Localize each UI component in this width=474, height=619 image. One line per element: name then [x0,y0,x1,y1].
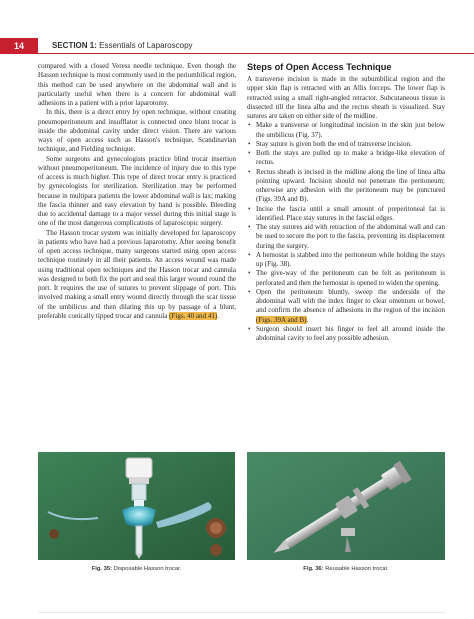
paragraph-4-text: The Hasson trocar system was initially developed for laparoscopy in patients who have had a previous laparotomy. After seeing benefit of open access technique, many surgeons started using open access technique routinely in all their patients. An access wound was made using traditional open techniques and the Hasson trocar and cannula was designed to both fix the port and seal this larger wound round the port. It requires the use of sutures to prevent slippage of port. This involved making a small entry wound directly through the scar tissue of the umbilicus and then dilating this up by passage of a blunt, preferable conically tipped trocar and cannula [38,228,236,320]
running-head [52,38,193,54]
paragraph-3: Some surgeons and gynecologists practice blind trocar insertion without pneumoperitoneum. The incidence of injury due to this type of access is much higher. This type of direct trocar entry is practiced by gynecologists for sterilization. Sterilization may be performed because in multipara patients the lower abdominal wall is lax; making the fascia thinner and easy elevation by hand is possible. Bleeding due to accidental damage to a major vessel during this initial stage is one of the most dangerous complications of laparoscopic surgery. [38,154,236,228]
list-item: • Make a transverse or longitudinal incision in the skin just below the umbilicus (Fig. 37). [247,121,445,140]
paragraph-4-end: . [217,311,220,320]
list-item: • Surgeon should insert his finger to feel all around inside the abdominal cavity to feel any possible adhesion. [247,325,445,344]
section-title: Essentials of Laparoscopy [99,41,193,50]
list-item: • Both the stays are pulled up to make a bridge-like elevation of rectus. [247,149,445,168]
figure-reference-link[interactable]: (Figs. 39A and B) [256,315,307,324]
section-label: SECTION 1: [52,41,97,50]
figure-35-photo [38,452,235,560]
steps-intro: A transverse incision is made in the subumbilical region and the upper skin flap is retracted with an Allis forceps. The lower flap is retracted using a small right-angled retractor. Subcutaneous tissue is dissected till the linea alba and the rectus sheath is visualized. Stay sutures are taken on either side of the midline. [247,75,445,120]
figure-35-label: Fig. 35: [91,566,112,572]
figure-36-photo [247,452,445,560]
figure-35-text: Disposable Hasson trocar. [113,566,182,572]
list-item [247,288,445,325]
figure-36-label: Fig. 36: [303,566,324,572]
paragraph-2: In this, there is a direct entry by open technique, without creating pneumoperitoneum and insufflator is connected once blunt trocar is inside the abdominal cavity under direct vision. There are various ways of open access such as Hasson's technique, Scandinavian technique, and Fielding technique. [38,108,236,154]
page-header [0,38,474,54]
left-column [38,62,236,321]
list-item: • The give-way of the peritoneum can be felt as peritoneum is perforated and then the hemostat is opened to widen the opening. [247,269,445,288]
right-column [247,62,445,343]
section-heading: Steps of Open Access Technique [247,62,392,72]
list-item-end: . [306,315,309,324]
figure-reference-link[interactable]: (Figs. 40 and 41) [169,311,218,320]
paragraph-4 [38,229,236,322]
paragraph-1: compared with a closed Veress needle technique. Even though the Hasson technique is most commonly used in the periumbilical region, this method can be used anywhere on the abdominal wall and is particularly useful when there is a concern for abdominal wall adhesions in a patient with a prior laparotomy. [38,62,236,107]
footer-rule [38,612,445,613]
list-item: • Rectus sheath is incised in the midline along the line of linea alba pointing upward. Incision should not penetrate the peritoneum; otherwise any adhesion with the peritoneum may be punctured (Figs. 39A and B). [247,168,445,205]
list-item-text: Open the peritoneum bluntly, sweep the underside of the abdominal wall with the index finger to clear omentum or bowel, and confirm the absence of adhesions in the region of the incision [256,287,445,315]
figure-35-caption [38,566,235,572]
reusable-trocar-illustration [247,452,445,560]
page-number: 14 [0,38,38,54]
list-item: • Incise the fascia until a small amount of preperitoneal fat is identified. Place stay sutures in the fascial edges. [247,205,445,224]
disposable-trocar-illustration [38,452,235,560]
list-item: • Stay suture is given both the end of transverse incision. [247,140,445,149]
list-item: • A hemostat is stabbed into the peritoneum while holding the stays up (Fig. 38). [247,251,445,270]
figure-36-text: Reusable Hasson trocar. [325,566,389,572]
steps-list [247,121,445,343]
figure-36-caption [247,566,445,572]
header-rule [38,53,474,54]
list-item: • The stay sutures aid with retraction of the abdominal wall and can be used to secure the port to the fascia, preventing its displacement during the surgery. [247,223,445,251]
